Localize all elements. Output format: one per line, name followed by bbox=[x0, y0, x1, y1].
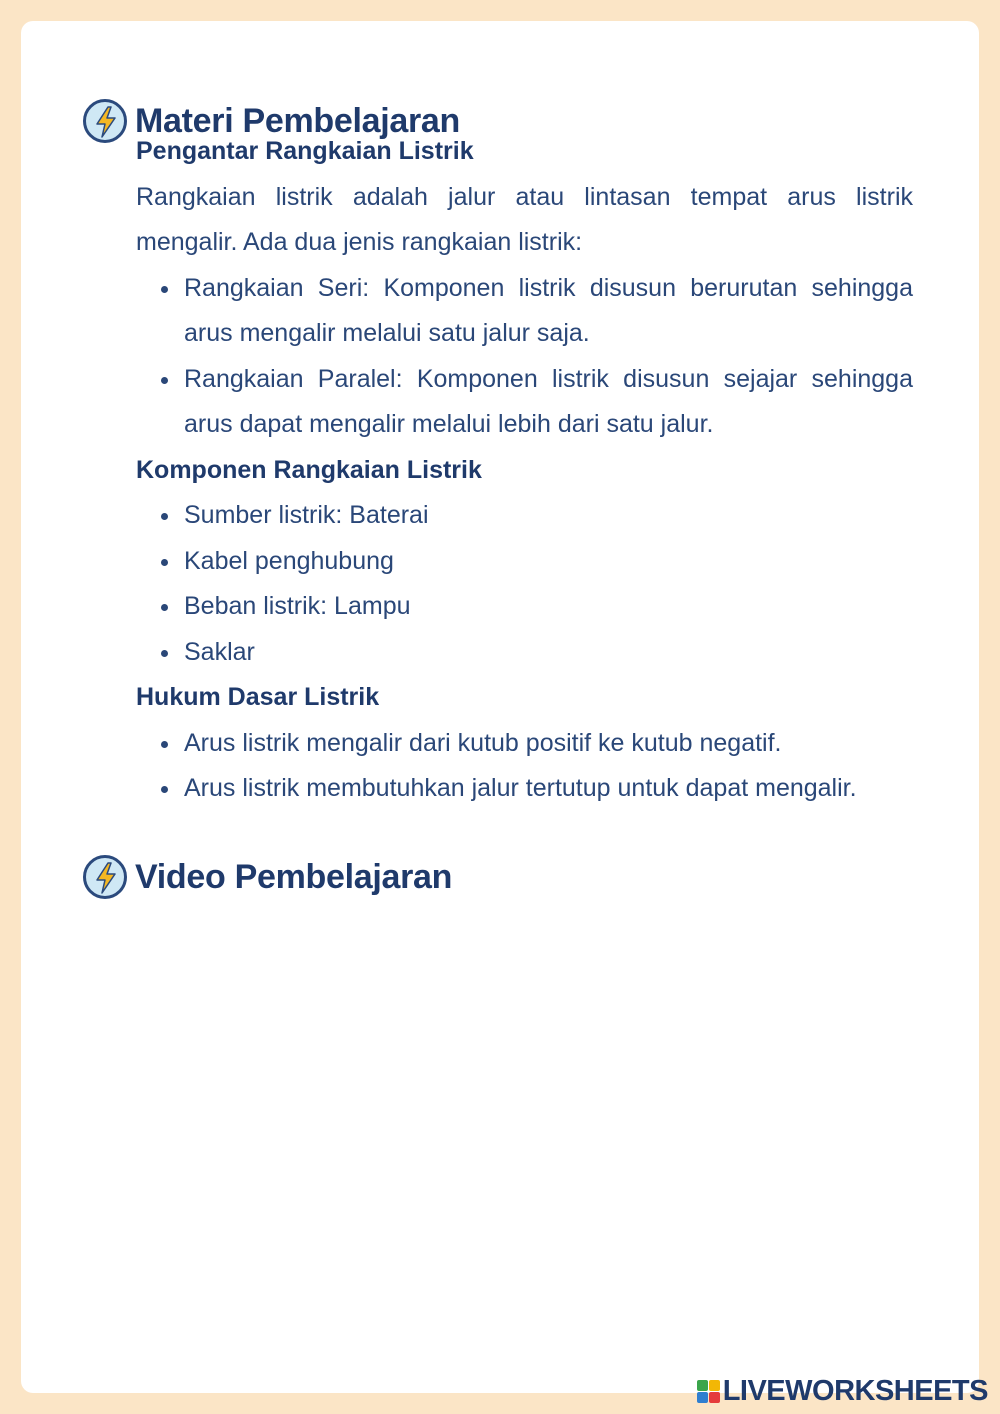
list-item: Arus listrik membutuhkan jalur tertutup untuk dapat mengalir. bbox=[184, 766, 913, 812]
pengantar-heading: Pengantar Rangkaian Listrik bbox=[136, 137, 474, 165]
video-placeholder[interactable] bbox=[136, 921, 913, 1361]
list-item: Beban listrik: Lampu bbox=[184, 584, 913, 630]
komponen-list bbox=[136, 493, 913, 675]
brand-name: LIVEWORKSHEETS bbox=[722, 1375, 988, 1407]
lightning-bolt-icon bbox=[83, 99, 127, 143]
hukum-heading: Hukum Dasar Listrik bbox=[136, 683, 380, 711]
list-item: Kabel penghubung bbox=[184, 539, 913, 585]
list-item: Saklar bbox=[184, 630, 913, 676]
liveworksheets-logo-icon bbox=[697, 1380, 720, 1403]
worksheet-page bbox=[21, 21, 979, 1393]
list-item: Rangkaian Seri: Komponen listrik disusun berurutan sehingga arus mengalir melalui satu jalur saja. bbox=[184, 266, 913, 357]
video-section-header bbox=[83, 855, 452, 899]
liveworksheets-logo[interactable] bbox=[697, 1375, 988, 1408]
lightning-bolt-icon bbox=[83, 855, 127, 899]
pengantar-intro: Rangkaian listrik adalah jalur atau lintasan tempat arus listrik mengalir. Ada dua jenis rangkaian listrik: bbox=[136, 182, 913, 256]
hukum-list bbox=[136, 721, 913, 812]
list-item: Arus listrik mengalir dari kutub positif ke kutub negatif. bbox=[184, 721, 913, 767]
materi-title: Materi Pembelajaran bbox=[135, 101, 461, 140]
video-title: Video Pembelajaran bbox=[135, 857, 453, 896]
komponen-heading: Komponen Rangkaian Listrik bbox=[136, 455, 482, 484]
list-item: Sumber listrik: Baterai bbox=[184, 493, 913, 539]
materi-content bbox=[136, 129, 913, 812]
pengantar-list bbox=[136, 266, 913, 448]
list-item: Rangkaian Paralel: Komponen listrik disusun sejajar sehingga arus dapat mengalir melalui lebih dari satu jalur. bbox=[184, 357, 913, 448]
